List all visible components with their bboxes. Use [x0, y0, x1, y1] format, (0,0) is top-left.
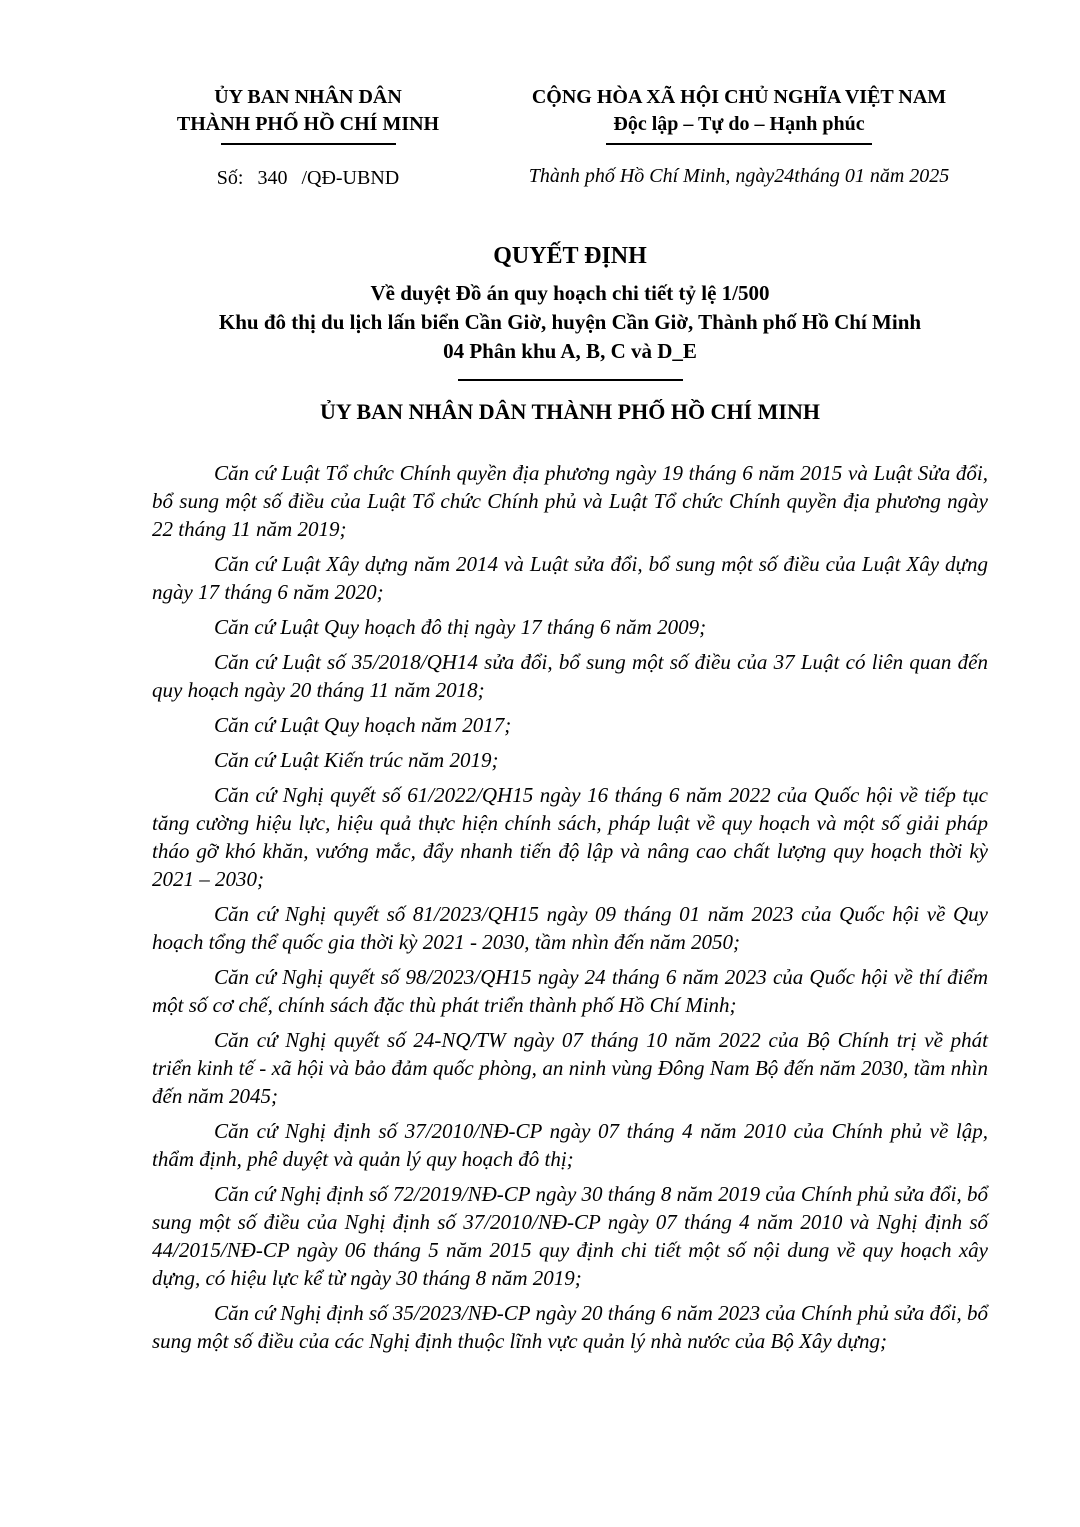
national-motto-underline — [606, 143, 872, 145]
document-number-label: Số: — [216, 167, 244, 189]
decision-subtitle-2: Khu đô thị du lịch lấn biển Cần Giờ, huyện Cần Giờ, Thành phố Hồ Chí Minh — [218, 310, 922, 334]
national-title-line: CỘNG HÒA XÃ HỘI CHỦ NGHĨA VIỆT NAM — [531, 86, 947, 108]
document-number-line — [152, 165, 464, 191]
legal-basis-paragraph: Căn cứ Luật Xây dựng năm 2014 và Luật sửa đổi, bổ sung một số điều của Luật Xây dựng ngày 17 tháng 6 năm 2020; — [152, 552, 988, 604]
national-motto-line: Độc lập – Tự do – Hạnh phúc — [613, 113, 865, 135]
issuing-authority-block — [152, 84, 464, 191]
title-block — [152, 241, 988, 381]
org-name-underline — [221, 143, 396, 145]
decision-subtitle-1: Về duyệt Đồ án quy hoạch chi tiết tỷ lệ 1/500 — [370, 281, 770, 305]
legal-basis-paragraph: Căn cứ Nghị định số 35/2023/NĐ-CP ngày 20 tháng 6 năm 2023 của Chính phủ sửa đổi, bổ sung một số điều của các Nghị định thuộc lĩnh vực quản lý nhà nước của Bộ Xây dựng; — [152, 1301, 988, 1353]
legal-basis-paragraph: Căn cứ Luật Kiến trúc năm 2019; — [214, 748, 499, 772]
legal-basis-section — [152, 459, 988, 1355]
org-name-line2: THÀNH PHỐ HỒ CHÍ MINH — [176, 113, 440, 135]
legal-basis-paragraph: Căn cứ Luật Quy hoạch đô thị ngày 17 tháng 6 năm 2009; — [214, 615, 707, 639]
legal-basis-paragraph: Căn cứ Luật số 35/2018/QH14 sửa đổi, bổ sung một số điều của 37 Luật có liên quan đến quy hoạch ngày 20 tháng 11 năm 2018; — [152, 650, 988, 702]
place-date-line: Thành phố Hồ Chí Minh, ngày24tháng 01 năm 2025 — [528, 165, 950, 187]
legal-basis-paragraph: Căn cứ Luật Tổ chức Chính quyền địa phương ngày 19 tháng 6 năm 2015 và Luật Sửa đổi, bổ sung một số điều của Luật Tổ chức Chính phủ và Luật Tổ chức Chính quyền địa phương ngày 22 tháng 11 năm 2019; — [152, 461, 988, 541]
decision-subtitle-3: 04 Phân khu A, B, C và D_E — [443, 339, 697, 363]
legal-basis-paragraph: Căn cứ Nghị quyết số 61/2022/QH15 ngày 16 tháng 6 năm 2022 của Quốc hội về tiếp tục tăng cường hiệu lực, hiệu quả thực hiện chính sách, pháp luật về quy hoạch và một số giải pháp tháo gỡ khó khăn, vướng mắc, đẩy nhanh tiến độ lập và nâng cao chất lượng quy hoạch thời kỳ 2021 – 2030; — [152, 783, 988, 891]
legal-basis-paragraph: Căn cứ Nghị định số 72/2019/NĐ-CP ngày 30 tháng 8 năm 2019 của Chính phủ sửa đổi, bổ sung một số điều của Nghị định số 37/2010/NĐ-CP ngày 07 tháng 4 năm 2010 và Nghị định số 44/2015/NĐ-CP ngày 06 tháng 5 năm 2015 quy định chi tiết một số nội dung về quy hoạch xây dựng, có hiệu lực kể từ ngày 30 tháng 8 năm 2019; — [152, 1182, 988, 1290]
legal-basis-paragraph: Căn cứ Nghị quyết số 98/2023/QH15 ngày 24 tháng 6 năm 2023 của Quốc hội về thí điểm một số cơ chế, chính sách đặc thù phát triển thành phố Hồ Chí Minh; — [152, 965, 988, 1017]
document-number-suffix: /QĐ-UBND — [301, 167, 400, 189]
legal-basis-paragraph: Căn cứ Nghị quyết số 24-NQ/TW ngày 07 tháng 10 năm 2022 của Bộ Chính trị về phát triển kinh tế - xã hội và bảo đảm quốc phòng, an ninh vùng Đông Nam Bộ đến năm 2030, tầm nhìn đến năm 2045; — [152, 1028, 988, 1108]
legal-basis-paragraph: Căn cứ Nghị quyết số 81/2023/QH15 ngày 09 tháng 01 năm 2023 của Quốc hội về Quy hoạch tổng thể quốc gia thời kỳ 2021 - 2030, tầm nhìn đến năm 2050; — [152, 902, 988, 954]
issuer-heading: ỦY BAN NHÂN DÂN THÀNH PHỐ HỒ CHÍ MINH — [320, 399, 820, 424]
org-name-line1: ỦY BAN NHÂN DÂN — [214, 86, 402, 108]
document-content — [152, 84, 988, 1362]
title-separator-line — [458, 379, 683, 381]
national-motto-block — [490, 84, 988, 189]
document-header — [152, 84, 988, 191]
document-number-value: 340 — [257, 167, 288, 189]
legal-basis-paragraph: Căn cứ Luật Quy hoạch năm 2017; — [214, 713, 512, 737]
decision-heading: QUYẾT ĐỊNH — [493, 243, 647, 269]
legal-basis-paragraph: Căn cứ Nghị định số 37/2010/NĐ-CP ngày 07 tháng 4 năm 2010 của Chính phủ về lập, thẩm định, phê duyệt và quản lý quy hoạch đô thị; — [152, 1119, 988, 1171]
